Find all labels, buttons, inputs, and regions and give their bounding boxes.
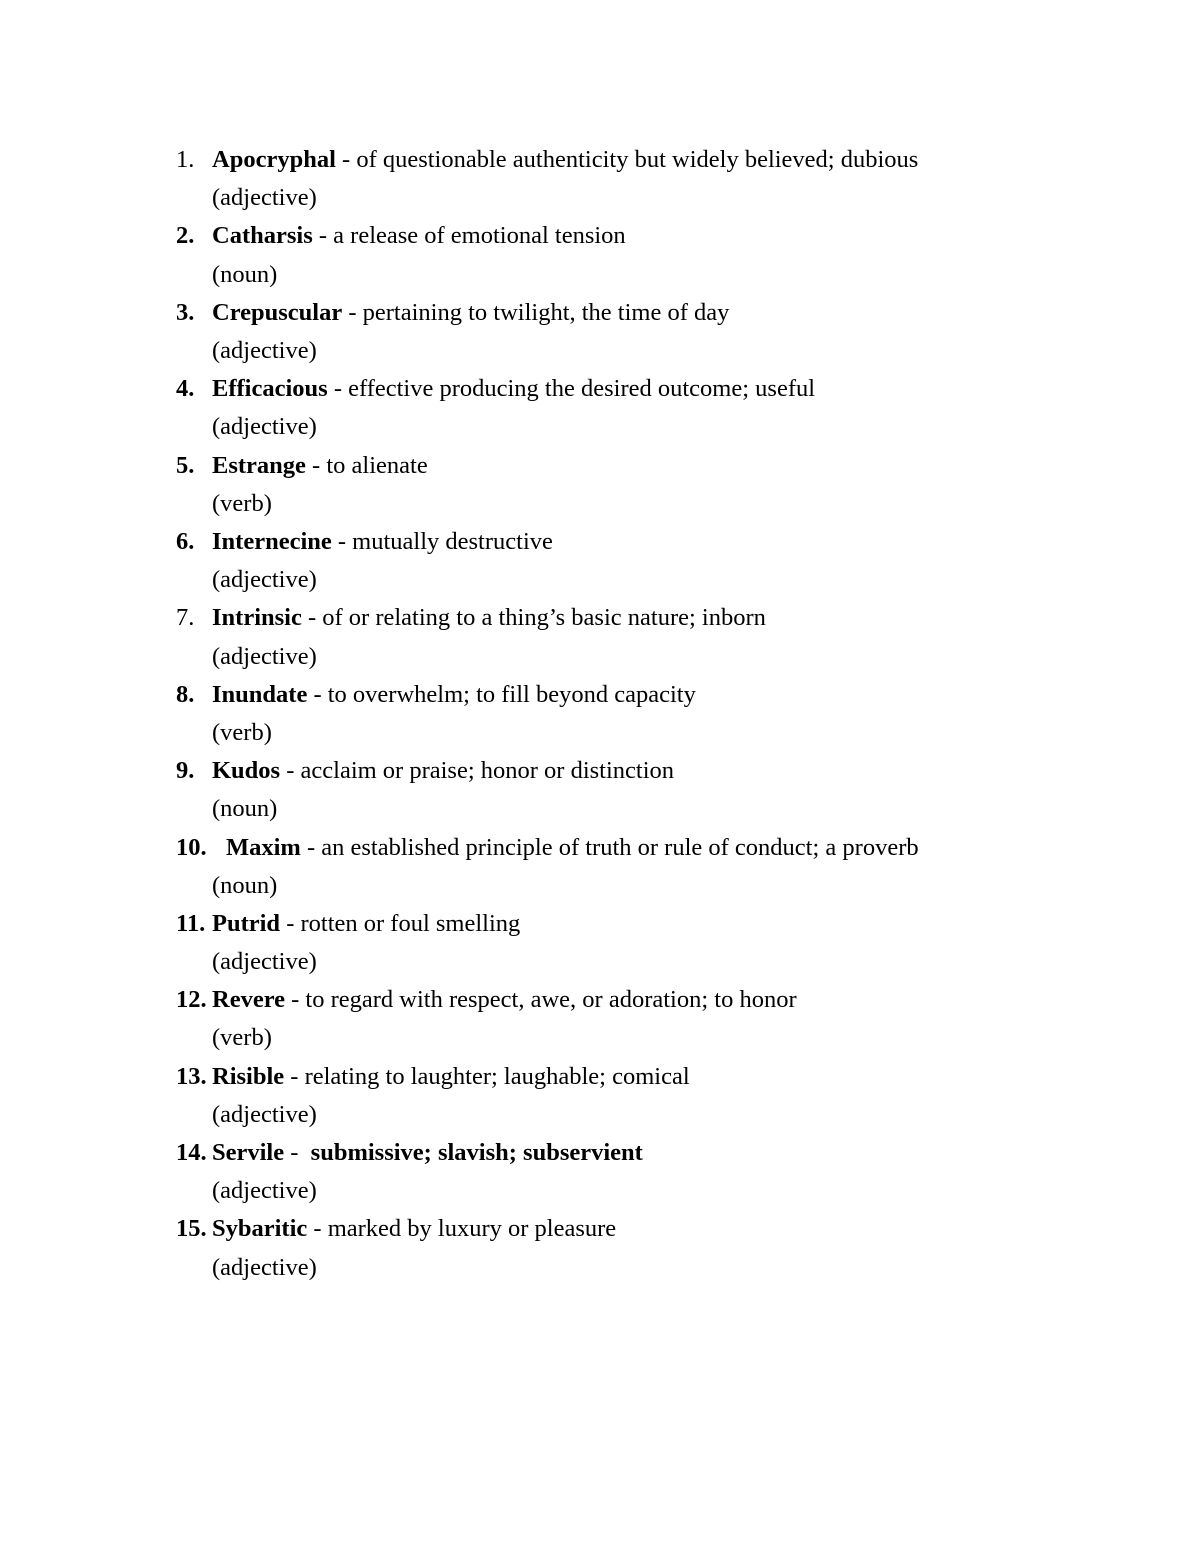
list-item [176,905,1076,981]
item-number: 2. [176,222,195,250]
separator: - [327,375,349,403]
part-of-speech: (adjective) [212,413,317,441]
item-number: 3. [176,298,195,326]
definition: marked by luxury or pleasure [327,1215,617,1243]
definition: of or relating to a thing’s basic nature; inborn [322,604,766,632]
item-number: 6. [176,527,195,555]
term-line [212,981,797,1019]
item-number: 15. [176,1215,207,1243]
definition: an established principle of truth or rule of conduct; a proverb [321,833,919,861]
definition: to regard with respect, awe, or adoration; to honor [305,986,797,1014]
definition: submissive; slavish; subservient [310,1139,643,1167]
separator: - [280,909,301,937]
term: Maxim [226,833,301,861]
separator: - [307,680,328,708]
list-item [176,599,1076,675]
part-of-speech: (noun) [212,795,278,823]
separator: - [305,451,327,479]
list-item [176,752,1076,828]
definition: effective producing the desired outcome; useful [348,375,816,403]
part-of-speech: (noun) [212,871,278,899]
part-of-speech: (adjective) [212,948,317,976]
term: Sybaritic [212,1215,308,1243]
separator: - [284,1062,305,1090]
term: Internecine [212,527,332,555]
item-number: 11. [176,909,206,937]
definition: relating to laughter; laughable; comical [304,1062,690,1090]
list-item [176,676,1076,752]
term: Estrange [212,451,306,479]
part-of-speech: (adjective) [212,1177,317,1205]
term-line [212,1058,690,1096]
part-of-speech: (adjective) [212,642,317,670]
list-item [176,829,1076,905]
list-item [176,1134,1076,1210]
separator: - [280,757,301,785]
term: Apocryphal [212,146,336,173]
term-line [212,447,428,485]
definition: to alienate [326,451,428,479]
item-number: 12. [176,986,207,1014]
part-of-speech: (noun) [212,260,278,288]
definition: a release of emotional tension [333,222,626,250]
term-line [212,217,626,255]
list-item [176,523,1076,599]
definition: pertaining to twilight, the time of day [362,298,730,326]
term-line [212,676,696,714]
part-of-speech: (adjective) [212,1253,317,1281]
term-line [212,523,553,561]
term-line [212,905,520,943]
item-number: 7. [176,604,195,632]
term-line [212,141,918,179]
item-number: 4. [176,375,195,403]
separator: - [301,604,323,632]
term: Crepuscular [212,298,343,326]
list-item [176,447,1076,523]
definition: acclaim or praise; honor or distinction [300,757,675,785]
part-of-speech: (adjective) [212,566,317,594]
list-item [176,981,1076,1057]
term-line [212,1134,643,1172]
separator: - [300,833,322,861]
term: Intrinsic [212,604,302,632]
term: Efficacious [212,375,328,403]
term-line [212,294,729,332]
part-of-speech: (verb) [212,718,272,746]
separator: - [307,1215,328,1243]
list-item [176,370,1076,446]
definition: to overwhelm; to fill beyond capacity [327,680,696,708]
item-number: 9. [176,757,195,785]
term: Catharsis [212,222,313,250]
term-line [212,370,815,408]
list-item [176,1058,1076,1134]
separator: - [285,986,306,1014]
list-item [176,141,1076,217]
separator: - [335,146,357,173]
term-line [226,829,919,867]
term: Putrid [212,909,281,937]
vocabulary-list [176,141,1076,1287]
term: Revere [212,986,285,1014]
definition: of questionable authenticity but widely believed; dubious [356,146,919,173]
part-of-speech: (verb) [212,1024,272,1052]
part-of-speech: (verb) [212,489,272,517]
separator: - [331,527,353,555]
part-of-speech: (adjective) [212,1100,317,1128]
part-of-speech: (adjective) [212,336,317,364]
definition: rotten or foul smelling [300,909,521,937]
item-number: 13. [176,1062,207,1090]
term-line [212,599,766,637]
part-of-speech: (adjective) [212,184,317,212]
item-number: 5. [176,451,195,479]
item-number: 8. [176,680,195,708]
list-item [176,1210,1076,1286]
term: Kudos [212,757,281,785]
list-item [176,294,1076,370]
item-number: 10. [176,833,207,861]
separator: - [342,298,363,326]
term: Risible [212,1062,285,1090]
definition: mutually destructive [352,527,553,555]
term-line [212,1210,616,1248]
item-number: 1. [176,146,195,173]
term: Servile [212,1139,285,1167]
list-item [176,217,1076,293]
term: Inundate [212,680,308,708]
separator: - [312,222,334,250]
separator: - [284,1139,311,1167]
term-line [212,752,674,790]
item-number: 14. [176,1139,207,1167]
